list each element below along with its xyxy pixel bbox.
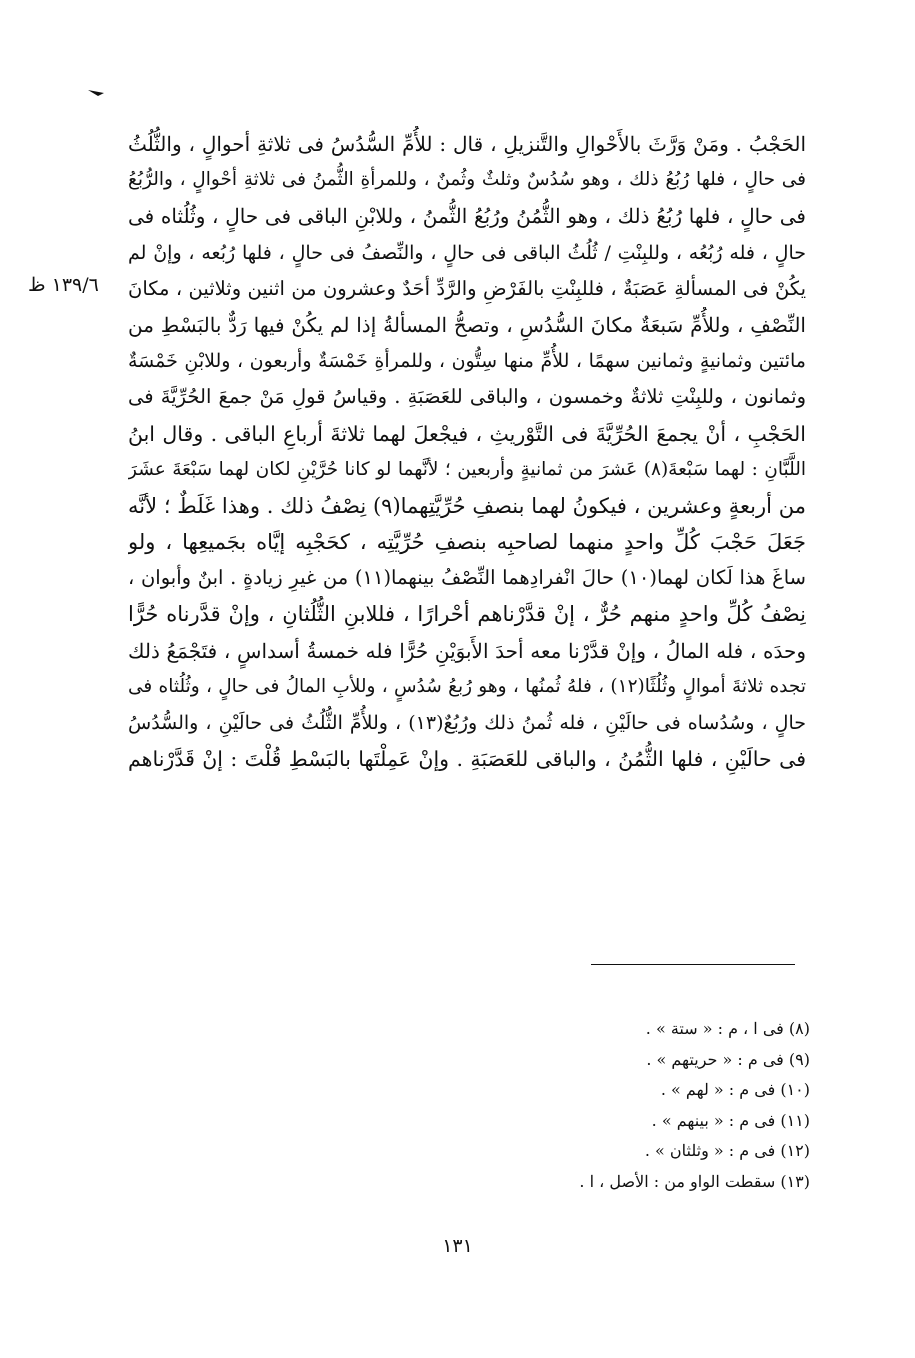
footnote-separator bbox=[591, 964, 795, 965]
text-line: وحدَه ، فله المالُ ، وإنْ قدَّرْنا معه أحدَ الأَبوَيْنِ حُرًّا فله خمسةُ أسداسٍ ، فتَجْمَعُ ذلك bbox=[128, 638, 806, 663]
margin-note: ١٣٩/٦ ظ bbox=[28, 274, 99, 296]
footnote: (١١) فى م : « بينهم » . bbox=[651, 1110, 810, 1130]
text-line: اللَّبَّانِ : لهما سَبْعةَ(٨) عَشرَ من ثمانيةٍ وأربعين ؛ لأنَّهما لو كانا حُرَّيْنِ لكان لهما سَبْعَةَ عشَرَ bbox=[128, 458, 806, 480]
text-line: نِصْفُ كُلِّ واحدٍ منهم حُرٌّ ، إنْ قدَّرْناهم أحْرارًا ، فللابنِ الثُّلُثانِ ، وإنْ قدَّرناه حُرًّا bbox=[128, 602, 806, 627]
text-line: ساغَ هذا لَكان لهما(١٠) حالَ انْفرادِهما النِّصْفُ بينهما(١١) من غيرِ زيادةٍ . ابنٌ وأبوان ، bbox=[128, 566, 806, 590]
footnote: (٨) فى ا ، م : « ستة » . bbox=[645, 1019, 810, 1038]
text-line: مائتين وثمانيةٍ وثمانين سهمًا ، للأُمِّ منها سِتُّون ، وللمرأةِ خَمْسَةٌ وأربعون ، وللابْنِ خَمْسَةٌ bbox=[128, 350, 806, 373]
text-line: الحَجْبِ ، أنْ يجمعَ الحُرِّيَّةَ فى التَّوْريثِ ، فيجْعلَ لهما ثلاثةَ أرباعِ الباقى . وقال ابنُ bbox=[128, 421, 806, 446]
page-number: ١٣١ bbox=[442, 1235, 473, 1257]
footnote: (٩) فى م : « حريتهم » . bbox=[646, 1049, 810, 1069]
footnote: (١٢) فى م : « وثلثان » . bbox=[644, 1141, 810, 1160]
text-line: فى حالَيْنِ ، فلها الثُّمُنُ ، والباقى للعَصَبَةِ . وإنْ عَمِلْتَها بالبَسْطِ قُلْتَ : إنْ قَدَّرْناهم bbox=[128, 747, 806, 772]
text-line: الحَجْبُ . ومَنْ وَرَّثَ بالأَحْوالِ والتَّنزيلِ ، قال : للأُمِّ السُّدُسُ فى ثلاثةِ أحوالٍ ، والثُّلُثُ bbox=[128, 132, 806, 156]
text-line: فى حالٍ ، فلها رُبُعُ ذلك ، وهو سُدُسٌ وثلثٌ وثُمنٌ ، وللمرأةِ الثُّمنُ فى ثلاثةِ أحْوالٍ ، والرُّبُعُ bbox=[128, 169, 806, 191]
text-line: حالٍ ، وسُدُساه فى حالَيْنِ ، فله ثُمنُ ذلك ورُبُعٌ(١٣) ، وللأُمِّ الثُّلُثُ فى حالَيْنِ ، والسُّدُسُ bbox=[128, 712, 806, 734]
text-line: فى حالٍ ، فلها رُبُعُ ذلك ، وهو الثُّمُنُ ورُبُعُ الثُّمنُ ، وللابْنِ الباقى فى حالٍ ، وثُلُثاه فى bbox=[128, 204, 806, 229]
text-line: وثمانون ، وللبِنْتِ ثلاثةٌ وخمسون ، والباقى للعَصَبَةِ . وقياسُ قولِ مَنْ جمعَ الحُرِّيَّةَ فى bbox=[128, 385, 806, 409]
text-line: من أربعةٍ وعشرين ، فيكونُ لهما بنصفِ حُرِّيَّتِهما(٩) نِصْفُ ذلك . وهذا غَلَطٌ ؛ لأنَّه bbox=[128, 493, 806, 518]
corner-mark-icon bbox=[88, 88, 104, 96]
footnotes bbox=[390, 1014, 810, 1197]
text-line: يكُنْ فى المسألةِ عَصَبَةٌ ، فللبِنْتِ بالفَرْضِ والرَّدِّ أحَدٌ وعشرون من اثنين وثلاثين ، مكانَ bbox=[128, 276, 806, 300]
footnote: (١٣) سقطت الواو من : الأصل ، ا . bbox=[579, 1171, 810, 1191]
footnote: (١٠) فى م : « لهم » . bbox=[660, 1080, 810, 1099]
main-text bbox=[128, 126, 806, 777]
text-line: تجده ثلاثةَ أموالٍ وثُلُثًا(١٢) ، فلهُ ثُمنُها ، وهو رُبعُ سُدُسٍ ، وللأبِ المالُ فى حالٍ ، وثُلُثاه فى bbox=[128, 675, 806, 697]
text-line: حالٍ ، فله رُبُعُه ، وللبِنْتِ / ثُلُثُ الباقى فى حالٍ ، والنِّصفُ فى حالٍ ، فلها رُبُعه ، وإنْ لم bbox=[128, 241, 806, 264]
text-line: النِّصْفِ ، وللأُمِّ سَبعَةٌ مكانَ السُّدُسِ ، وتصحُّ المسألةُ إذا لم يكُنْ فيها رَدٌّ بالبَسْطِ من bbox=[128, 312, 806, 337]
text-line: جَعَلَ حَجْبَ كُلِّ واحدٍ منهما لصاحبِه بنصفِ حُرِّيَّتِه ، كحَجْبِه إيَّاه بجَميعِها ، ولو bbox=[128, 530, 806, 555]
